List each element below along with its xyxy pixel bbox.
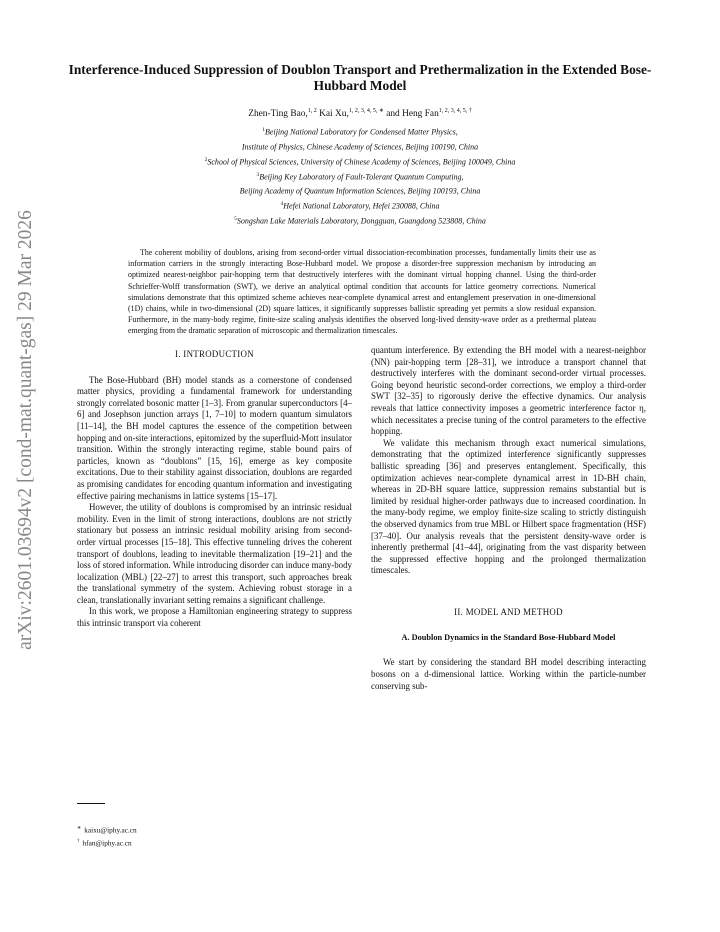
- affiliation: [60, 198, 660, 213]
- section-heading-model-and-method: II. MODEL AND METHOD: [454, 606, 563, 617]
- affiliation-text: Beijing Academy of Quantum Information Sciences, Beijing 100193, China: [239, 187, 481, 197]
- author-list: [60, 107, 660, 119]
- author-affil-marks: 1, 2, 3, 4, 5, ∗: [348, 108, 384, 114]
- author-name: and Heng Fan: [386, 109, 439, 120]
- author-name: Kai Xu,: [319, 109, 349, 120]
- affiliation: [60, 183, 660, 198]
- footnote-email: hfan@iphy.ac.cn: [82, 838, 132, 848]
- affiliation: [60, 139, 660, 154]
- left-column: [77, 345, 352, 630]
- affiliation-list: [60, 124, 660, 228]
- arxiv-identifier: arXiv:2601.03694v2 [cond-mat.quant-gas] 29 Mar 2026: [15, 210, 36, 650]
- affiliation-number: 5: [234, 216, 237, 223]
- paragraph: However, the utility of doublons is compromised by an intrinsic residual mobility. Even in the limit of strong interactions, doublons are not strictly stationary but possess an intrinsic residual mobility arising from second-order virtual processes [15–18]. This effective tunneling drives the coherent transport of doublons, leading to inevitable thermalization [19–21] and the loss of stored information. While introducing disorder can induce many-body localization (MBL) [22–27] to arrest this transport, such approaches break the translational symmetry of the system. Achieving robust storage in a clean, translationally invariant setting remains a significant challenge.: [77, 502, 352, 605]
- footnote: [77, 823, 137, 836]
- arxiv-side-stamp: [6, 200, 46, 660]
- affiliation: [60, 124, 660, 139]
- author-affil-marks: 1, 2: [307, 108, 317, 114]
- affiliation-text: Institute of Physics, Chinese Academy of Sciences, Beijing 100190, China: [241, 142, 479, 152]
- paragraph: We validate this mechanism through exact numerical simulations, demonstrating that the optimized interference significantly suppresses ballistic spreading [36] and preserves entanglement. Specifically, this optimization achieves near-complete dynamical arrest in 1D-BH chain, whereas in 2D-BH square lattice, suppression remains substantial but is limited by residual higher-order pathways due to increased coordination. In the many-body regime, we employ finite-size scaling to strictly distinguish the observed dynamics from true MBL or Hilbert space fragmentation (HSF) [37–40]. Our analysis reveals that the persistent density-wave order is inherently prethermal [41–44], originating from the vast disparity between the suppressed effective hopping and the prolonged thermalization timescales.: [371, 437, 646, 576]
- abstract: The coherent mobility of doublons, arising from second-order virtual dissociation-recombination processes, fundamentally limits their use as information carriers in the strongly interacting Bose-Hubbard model. We propose a disorder-free suppression mechanism by introducing an optimized nearest-neighbor pair-hopping term that destructively interferes with the dominant virtual hopping channel. Using the third-order Schrieffer-Wolff transformation (SWT), we derive an analytical optimal condition that accounts for lattice geometry corrections. Numerical simulations demonstrate that this optimized scheme achieves near-complete dynamical arrest and entanglement preservation in one-dimensional (1D) chains, while in two-dimensional (2D) square lattices, it significantly suppresses ballistic spreading yet permits a slow residual expansion. Furthermore, in the many-body regime, finite-size scaling analysis identifies the observed long-lived density-wave order as a prethermal plateau emerging from the dramatic separation of microscopic and thermalization timescales.: [128, 248, 596, 336]
- right-column: [371, 345, 646, 692]
- footnote-divider: [77, 803, 105, 804]
- footnote-mark: ∗: [77, 826, 82, 831]
- author-name: Zhen-Ting Bao,: [248, 109, 308, 120]
- affiliation-number: 4: [280, 201, 284, 208]
- paragraph: In this work, we propose a Hamiltonian engineering strategy to suppress this intrinsic transport via coherent: [77, 606, 352, 629]
- affiliation: [60, 213, 660, 228]
- author-affil-marks: 1, 2, 3, 4, 5, †: [438, 108, 472, 114]
- footnote: [77, 836, 137, 849]
- paper-title: Interference-Induced Suppression of Doublon Transport and Prethermalization in the Extended Bose-Hubbard Model: [68, 62, 652, 93]
- affiliation-text: School of Physical Sciences, University of Chinese Academy of Sciences, Beijing 100049, China: [207, 157, 516, 167]
- affiliation: [60, 154, 660, 169]
- affiliation-text: Beijing Key Laboratory of Fault-Tolerant Quantum Computing,: [259, 172, 464, 182]
- paragraph: The Bose-Hubbard (BH) model stands as a cornerstone of condensed matter physics, providing a fundamental framework for understanding strongly correlated bosonic matter [1–3]. From granular superconductors [4–6] and Josephson junction arrays [1, 7–10] to modern quantum simulators [11–14], the BH model captures the essence of the competition between hopping and on-site interactions, epitomized by the superfluid-Mott insulator transition. Within the strongly interacting regime, stable bound pairs of particles, known as “doublons” [15, 16], emerge as key composite excitations. Due to their stability against dissociation, doublons are regarded as promising candidates for encoding quantum information and investigating effective pairing mechanisms in lattice systems [15–17].: [77, 374, 352, 501]
- footnote-email: kaixu@iphy.ac.cn: [84, 825, 137, 835]
- affiliation-number: 3: [256, 171, 260, 178]
- paragraph: quantum interference. By extending the BH model with a nearest-neighbor (NN) pair-hopping term [28–31], we introduce a transport channel that destructively interferes with the dominant second-order virtual processes. Going beyond heuristic second-order corrections, we employ a third-order SWT [32–35] to rigorously derive the effective dynamics. Our analysis reveals that lattice connectivity imposes a geometric interference factor η, which necessitates a precise tuning of the control parameters to the effective hopping.: [371, 345, 646, 437]
- affiliation-number: 2: [204, 156, 208, 163]
- subsection-heading-doublon-dynamics: A. Doublon Dynamics in the Standard Bose-Hubbard Model: [401, 633, 616, 643]
- paragraph: We start by considering the standard BH model describing interacting bosons on a d-dimensional lattice. Working within the particle-number conserving sub-: [371, 657, 646, 691]
- affiliation-number: 1: [262, 127, 266, 133]
- affiliation-text: Hefei National Laboratory, Hefei 230088, China: [283, 201, 440, 211]
- affiliation: [60, 169, 660, 184]
- affiliation-text: Songshan Lake Materials Laboratory, Dongguan, Guangdong 523808, China: [236, 216, 486, 226]
- section-heading-introduction: I. INTRODUCTION: [175, 349, 254, 359]
- affiliation-text: Beijing National Laboratory for Condensed Matter Physics,: [265, 127, 458, 137]
- footnotes: [77, 823, 137, 850]
- footnote-mark: †: [77, 839, 80, 845]
